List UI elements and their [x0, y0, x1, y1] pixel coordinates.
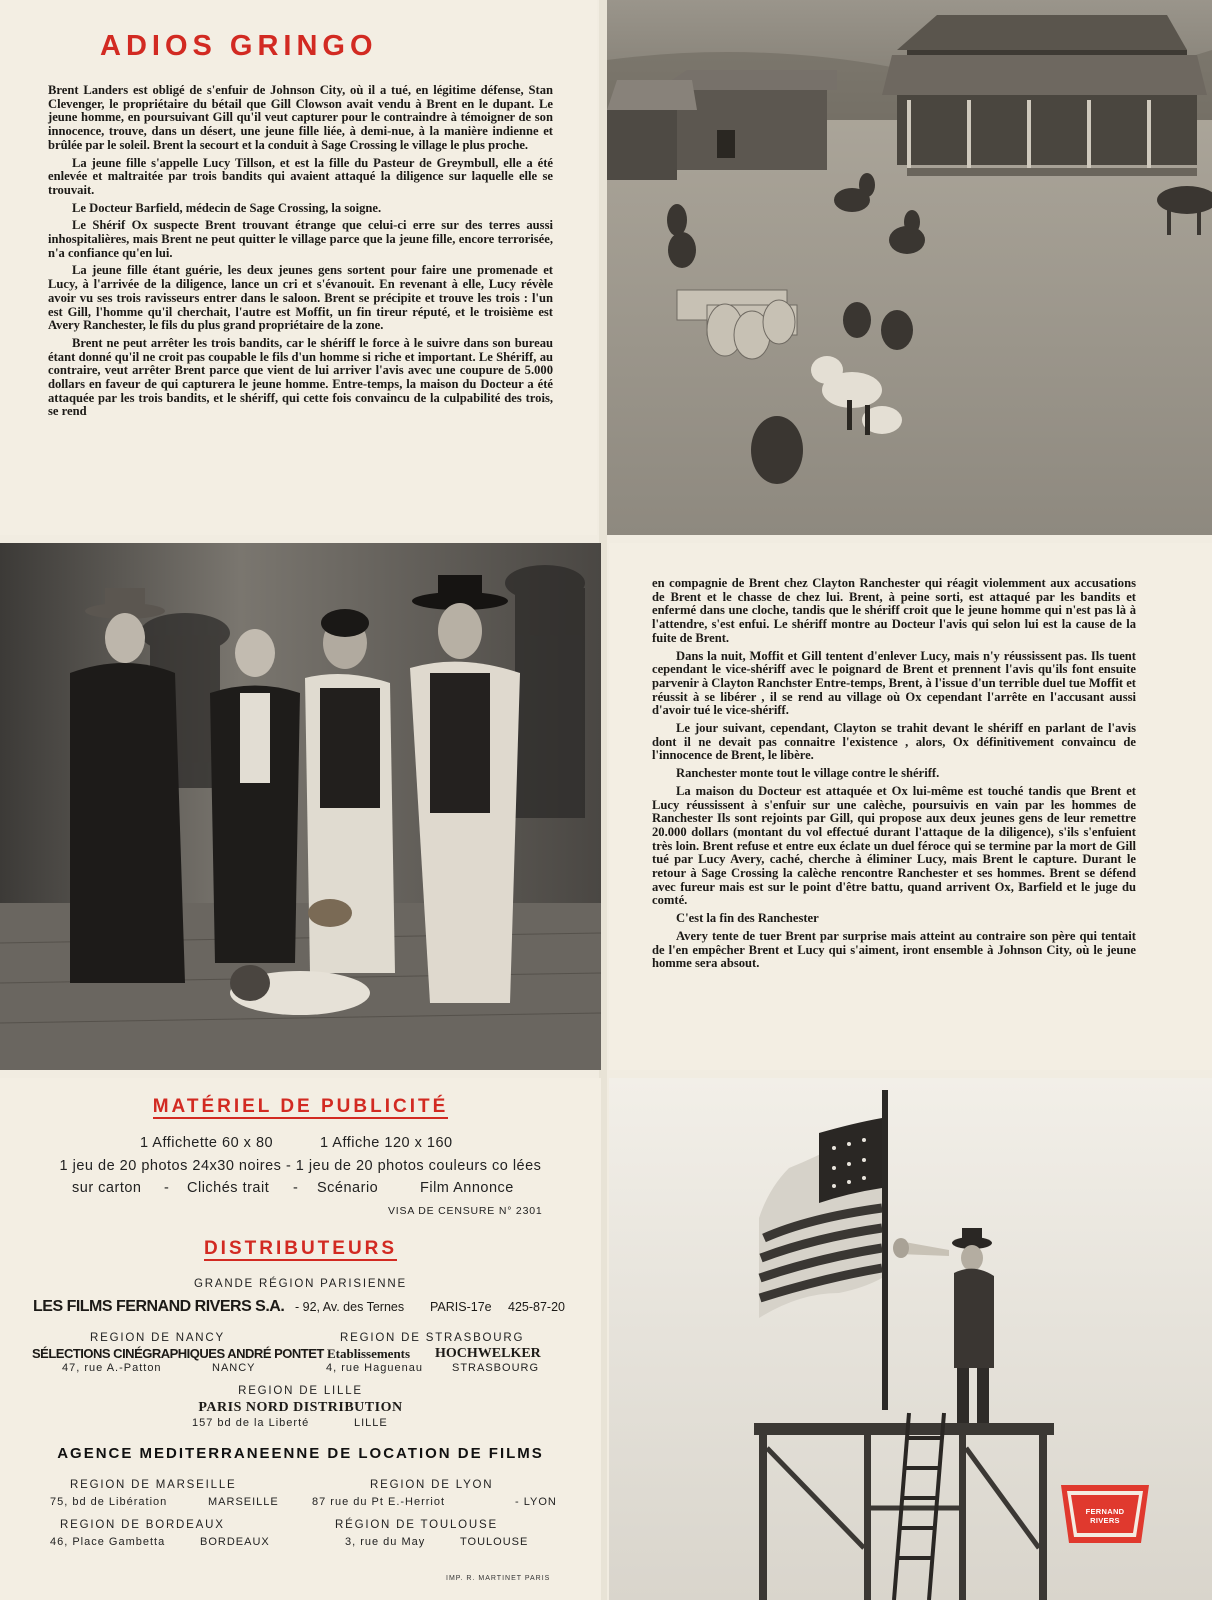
distributor-marseille-address: 75, bd de Libération [50, 1496, 168, 1508]
synopsis-paragraph: en compagnie de Brent chez Clayton Ranchester qui réagit violemment aux accusations de Brent et le chasse de chez lui. Brent, à peine sorti, est attaqué par les bandits et enfermé dans une cloche, tandis que le shériff croit que le jeune homme qui n'est pas là à l'attendre, s'est enfui. Le shériff montre au Docteur l'avis qui selon lui est la cause de la fuite de Brent. [652, 576, 1136, 645]
materiel-affichette: 1 Affichette 60 x 80 [140, 1135, 274, 1151]
materiel-cliches: Clichés trait [187, 1180, 270, 1196]
synopsis-panel-1 [0, 0, 597, 535]
saloon-illustration [0, 543, 601, 1070]
materiel-film-annonce: Film Annonce [420, 1180, 514, 1196]
fernand-rivers-logo [1055, 1481, 1155, 1547]
publicity-distribution-panel [0, 1078, 601, 1600]
materiel-affiche: 1 Affiche 120 x 160 [320, 1135, 453, 1151]
photo-western-town [607, 0, 1212, 535]
printer-credit: IMP. R. MARTINET PARIS [446, 1575, 551, 1582]
distributor-nancy-city: NANCY [212, 1362, 256, 1374]
region-lyon-label: REGION DE LYON [370, 1479, 494, 1491]
synopsis-panel-2 [609, 543, 1212, 1070]
distributor-toulouse-city: TOULOUSE [460, 1536, 529, 1548]
region-nancy-label: REGION DE NANCY [90, 1332, 225, 1344]
region-paris-label: GRANDE RÉGION PARISIENNE [194, 1278, 407, 1290]
agence-mediterraneenne: AGENCE MEDITERRANEENNE DE LOCATION DE FILMS [57, 1445, 544, 1462]
distributor-lille-city: LILLE [354, 1417, 388, 1429]
western-town-illustration [607, 0, 1212, 535]
region-lille-label: REGION DE LILLE [238, 1385, 363, 1397]
synopsis-paragraph: Le Shérif Ox suspecte Brent trouvant étrange que celui-ci erre sur des terres aussi inhospitalières, mais Brent ne peut quitter le village parce que la jeune fille, encore terrorisée, n'a confiance qu'en lui. [48, 218, 553, 260]
region-strasbourg-label: REGION DE STRASBOURG [340, 1332, 525, 1344]
materiel-separator: - [164, 1180, 170, 1196]
synopsis-paragraph: La jeune fille s'appelle Lucy Tillson, et est la fille du Pasteur de Greymbull, elle a été enlevée et maltraitée par trois bandits qui avaient attaqué la diligence sur laquelle elle se trouvait. [48, 155, 553, 197]
distributor-lyon-city: - LYON [515, 1496, 557, 1508]
distributor-paris-address: - 92, Av. des Ternes [295, 1300, 405, 1314]
distributor-paris-city: PARIS-17e [430, 1300, 492, 1314]
materiel-photos: 1 jeu de 20 photos 24x30 noires - 1 jeu de 20 photos couleurs co lées [59, 1158, 542, 1174]
synopsis-paragraph: La jeune fille étant guérie, les deux jeunes gens sortent pour faire une promenade et Lucy, à l'arrivée de la diligence, lance un cri et s'évanouit. En revenant à elle, Lucy révèle avoir vu ses trois ravisseurs entrer dans le saloon. Brent se précipite et trouve les trois : l'un est Gill, l'homme qu'il cherchait, l'autre est Moffit, un fin tireur réputé, et le troisième est Avery Ranchester, le fils du plus grand propriétaire de la zone. [48, 263, 553, 333]
photo-saloon-confrontation [0, 543, 601, 1070]
distributor-lille-name: PARIS NORD DISTRIBUTION [198, 1400, 403, 1415]
distributor-strasbourg-name-b: HOCHWELKER [435, 1346, 541, 1361]
synopsis-paragraph: C'est la fin des Ranchester [676, 911, 819, 926]
distributor-nancy-address: 47, rue A.-Patton [62, 1362, 162, 1374]
synopsis-paragraph: Le Docteur Barfield, médecin de Sage Crossing, la soigne. [72, 200, 382, 215]
film-title: ADIOS GRINGO [100, 30, 378, 62]
materiel-scenario: Scénario [317, 1180, 379, 1196]
logo-text: FERNAND RIVERS [1085, 1507, 1125, 1525]
materiel-heading: MATÉRIEL DE PUBLICITÉ [152, 1096, 449, 1117]
distributor-strasbourg-city: STRASBOURG [452, 1362, 540, 1374]
synopsis-paragraph: Ranchester monte tout le village contre le shériff. [676, 766, 940, 781]
distributor-paris-name: LES FILMS FERNAND RIVERS S.A. [33, 1298, 285, 1315]
synopsis-paragraph: Le jour suivant, cependant, Clayton se trahit devant le shériff en parlant de l'avis dont il ne devait pas connaitre l'existence , alors, Ox définitivement convaincu de l'innocence de Brent, le libère. [652, 721, 1136, 763]
distributor-lyon-address: 87 rue du Pt E.-Herriot [312, 1496, 446, 1508]
visa-censure: VISA DE CENSURE N° 2301 [388, 1205, 543, 1217]
synopsis-paragraph: Brent Landers est obligé de s'enfuir de Johnson City, où il a tué, en légitime défense, Stan Clevenger, le propriétaire du bétail que Gill Clowson avait vendu à Brent en le dupant. Le jeune homme, en poursuivant Gill qu'il veut capturer pour le contraindre à témoigner de son innocence, trouve, dans un désert, une jeune fille liée, à demi-nue, à la manière indienne et brûlée par le soleil. Brent la secourt et la conduit à Sage Crossing le village le plus proche. [48, 83, 553, 152]
distributor-paris-phone: 425-87-20 [508, 1300, 565, 1314]
distributor-strasbourg-name-a: Etablissements [327, 1346, 411, 1361]
distributeurs-heading: DISTRIBUTEURS [203, 1238, 398, 1259]
synopsis-part-1 [48, 84, 553, 423]
materiel-carton: sur carton [72, 1180, 142, 1196]
distributor-bordeaux-address: 46, Place Gambetta [50, 1536, 166, 1548]
synopsis-part-2 [652, 577, 1136, 975]
synopsis-paragraph: Brent ne peut arrêter les trois bandits, car le shériff le force à le suivre dans son bureau étant donné qu'il ne croit pas coupable le fils d'un homme si riche et important. Le Shériff, au contraire, veut arrêter Brent parce que vient de lui arriver l'avis avec une coupure de 5.000 dollars en faveur de qui capturera le jeune homme. Entre-temps, la maison du Docteur a été attaquée par les trois bandits, et le shériff, qui cette fois convaincu de la culpabilité des trois, se rend [48, 335, 553, 419]
distributor-lille-address: 157 bd de la Liberté [192, 1417, 310, 1429]
synopsis-paragraph: Dans la nuit, Moffit et Gill tentent d'enlever Lucy, mais n'y réussissent pas. Ils tuent cependant le vice-shériff avec le poignard de Brent et prennent l'avis qu'ils font ensuite parvenir à Clayton Ranchster Entre-temps, Brent, à l'issue d'un terrible duel tue Moffit et réussit à se libérer , il se rend au village où Ox cependant l'arrête en l'accusant aussi d'avoir tué le vice-shériff. [652, 648, 1136, 718]
distributor-toulouse-address: 3, rue du May [345, 1536, 426, 1548]
materiel-separator: - [293, 1180, 299, 1196]
photo-flag-bugler [609, 1078, 1212, 1600]
synopsis-paragraph: Avery tente de tuer Brent par surprise mais atteint au contraire son père qui tentait de l'en empêcher Brent et Lucy qui s'aiment, iront ensemble à Johnson City, où le jeune homme sera absout. [652, 928, 1136, 971]
region-marseille-label: REGION DE MARSEILLE [70, 1479, 237, 1491]
distributor-bordeaux-city: BORDEAUX [200, 1536, 270, 1548]
distributor-marseille-city: MARSEILLE [208, 1496, 279, 1508]
distributor-strasbourg-address: 4, rue Haguenau [326, 1362, 423, 1374]
region-toulouse-label: RÉGION DE TOULOUSE [335, 1519, 498, 1531]
synopsis-paragraph: La maison du Docteur est attaquée et Ox lui-même est touché tandis que Brent et Lucy réussissent à s'enfuir sur une calèche, poursuivis en vain par les hommes de Ranchester Ils sont rejoints par Gill, qui propose aux deux jeunes gens de leur remettre 20.000 dollars (montant du vol effectué durant l'attaque de la diligence), s'ils s'enfuient très loin. Brent refuse et entre eux éclate un duel féroce qui se termine par la mort de Gill tué par Lucy Avery, caché, cherche à éliminer Lucy, mais Brent le capture. Durant le retour à Sage Crossing la calèche rencontre Ranchester et ses hommes. Brent se défend avec fureur mais est sur le point d'être battu, quand arrivent Ox, Barfield et le juge du comté. [652, 783, 1136, 908]
distributor-nancy-name: SÉLECTIONS CINÉGRAPHIQUES ANDRÉ PONTET [32, 1346, 324, 1361]
region-bordeaux-label: REGION DE BORDEAUX [60, 1519, 225, 1531]
